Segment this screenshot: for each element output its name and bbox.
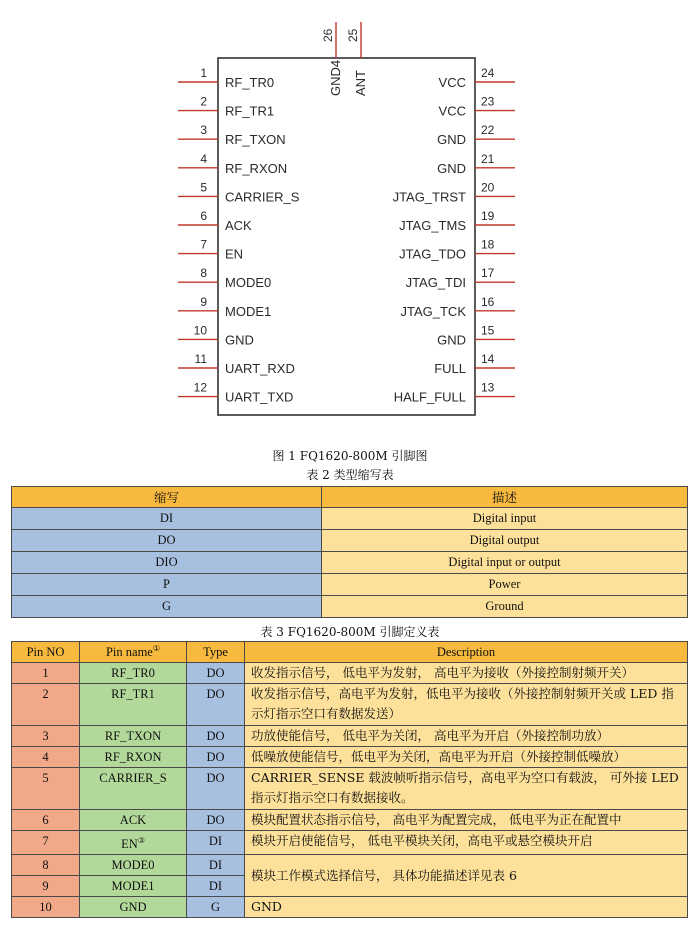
table2-title: 表 2 类型缩写表: [306, 468, 394, 482]
pin-number: 23: [481, 94, 495, 109]
right-pin: [437, 123, 515, 147]
pin-type-cell: DO: [187, 747, 245, 768]
pin-name-text: GND: [119, 900, 147, 915]
table-row: [12, 552, 688, 574]
table-row: [12, 747, 688, 768]
pin-number: 8: [200, 266, 207, 281]
left-pin: [178, 352, 295, 376]
pin-type-cell: DO: [187, 684, 245, 726]
pin-number: 5: [200, 180, 207, 195]
pin-name-cell: [80, 747, 187, 768]
right-pin: [437, 152, 515, 176]
left-pin: [178, 323, 254, 347]
table-row: [12, 855, 688, 876]
pin-number: 13: [481, 380, 495, 395]
pin-name-text: RF_TXON: [104, 729, 162, 743]
pin-label: FULL: [434, 361, 466, 376]
left-pin: [178, 180, 300, 204]
pin-description-cell: CARRIER_SENSE 载波帧听指示信号，高电平为空口有载波， 可外接 LED 指示灯指示空口有数据接收。: [245, 768, 688, 810]
pin-label: GND: [225, 332, 254, 348]
right-pin: [439, 95, 515, 119]
pin-label: GND: [437, 132, 466, 148]
pin-label: ANT: [353, 70, 368, 96]
left-pin: [178, 266, 271, 290]
pin-number: 2: [200, 94, 207, 109]
pin-name-cell: [80, 876, 187, 897]
pin-number: 15: [481, 323, 495, 338]
table-row: [12, 574, 688, 596]
table3-header-pin-name: [80, 642, 187, 663]
pin-label: GND4: [328, 59, 343, 96]
pin-no-cell: 7: [12, 831, 80, 855]
pin-name-header-text: Pin name: [105, 645, 153, 660]
pin-label: RF_TXON: [225, 132, 286, 148]
pin-number: 19: [481, 209, 495, 223]
top-pin: [346, 22, 368, 96]
pin-no-cell: 10: [12, 897, 80, 918]
pin-label: EN: [225, 246, 244, 262]
table-row: [12, 768, 688, 810]
abbr-cell: DIO: [12, 552, 322, 574]
desc-cell: Digital input: [322, 508, 688, 530]
pin-number: 24: [481, 66, 495, 80]
pin-number: 12: [193, 380, 207, 395]
pin-description-cell: 功放使能信号， 低电平为关闭， 高电平为开启（外接控制功放）: [245, 726, 688, 747]
left-pin: [178, 295, 271, 319]
pin-label: GND: [437, 332, 466, 348]
pin-name-cell: [80, 897, 187, 918]
table2-header-abbr: 缩写: [12, 487, 322, 508]
table-row: [12, 663, 688, 684]
pin-number: 4: [200, 151, 207, 166]
pin-label: VCC: [438, 103, 466, 119]
pin-label: JTAG_TCK: [400, 303, 466, 319]
pin-name-text: MODE0: [111, 858, 155, 873]
table-row: [12, 530, 688, 552]
pin-name-text: RF_RXON: [104, 750, 162, 764]
table3-header-pin-no: Pin NO: [12, 642, 80, 663]
pin-name-cell: [80, 831, 187, 855]
pin-name-text: RF_TR1: [111, 687, 155, 701]
pin-number: 10: [193, 323, 207, 338]
table3-header-description: Description: [245, 642, 688, 663]
pin-no-cell: 6: [12, 810, 80, 831]
pin-label: MODE1: [225, 303, 272, 319]
figure-caption: 图 1 FQ1620-800M 引脚图: [272, 449, 428, 463]
pin-name-footnote-mark: ③: [137, 836, 145, 845]
pin-type-cell: DO: [187, 768, 245, 810]
table-row: [12, 684, 688, 726]
table2-header-desc: 描述: [322, 487, 688, 508]
pin-type-cell: DI: [187, 831, 245, 855]
pin-number: 3: [200, 123, 207, 138]
table-row: [12, 831, 688, 855]
top-pin: [321, 22, 343, 96]
table-row: [12, 726, 688, 747]
pin-definition-table: [11, 641, 688, 918]
pin-label: VCC: [438, 75, 466, 90]
left-pin: [178, 209, 252, 233]
table-row: [12, 897, 688, 918]
pin-description-cell: 低噪放使能信号，低电平为关闭，高电平为开启（外接控制低噪放）: [245, 747, 688, 768]
pin-label: JTAG_TDO: [399, 246, 466, 262]
pin-number: 25: [346, 28, 360, 42]
pin-number: 26: [321, 28, 335, 42]
right-pin: [399, 209, 515, 233]
pin-description-cell: 模块开启使能信号， 低电平模块关闭，高电平或悬空模块开启: [245, 831, 688, 855]
pin-number: 18: [481, 237, 495, 252]
pin-number: 7: [200, 237, 207, 252]
abbr-cell: P: [12, 574, 322, 596]
right-pin: [401, 295, 516, 319]
pin-number: 6: [200, 209, 207, 223]
pin-label: JTAG_TDI: [405, 275, 466, 291]
right-pin: [393, 180, 515, 204]
pin-number: 17: [481, 266, 495, 281]
desc-cell: Digital input or output: [322, 552, 688, 574]
desc-cell: Ground: [322, 596, 688, 618]
pin-label: UART_TXD: [225, 389, 294, 405]
pin-type-cell: DI: [187, 855, 245, 876]
pin-name-footnote-mark: ①: [152, 643, 161, 653]
pin-label: RF_TR0: [225, 75, 275, 90]
pin-no-cell: 8: [12, 855, 80, 876]
left-pin: [178, 95, 274, 119]
pin-name-text: RF_TR0: [111, 666, 155, 680]
pin-no-cell: 3: [12, 726, 80, 747]
desc-cell: Power: [322, 574, 688, 596]
pin-number: 21: [481, 151, 495, 166]
pin-description-cell: 模块配置状态指示信号， 高电平为配置完成， 低电平为正在配置中: [245, 810, 688, 831]
pin-number: 9: [200, 294, 207, 309]
pin-description-cell: 收发指示信号， 低电平为发射， 高电平为接收（外接控制射频开关）: [245, 663, 688, 684]
pin-number: 20: [481, 180, 495, 195]
pin-label: GND: [437, 160, 466, 176]
right-pin: [406, 266, 515, 290]
pin-label: MODE0: [225, 275, 272, 291]
table-row: [12, 508, 688, 530]
pin-type-cell: G: [187, 897, 245, 918]
pin-type-cell: DO: [187, 726, 245, 747]
pin-no-cell: 4: [12, 747, 80, 768]
left-pin: [178, 238, 243, 262]
pin-number: 11: [194, 352, 207, 366]
pin-label: HALF_FULL: [393, 389, 466, 405]
pin-number: 16: [481, 294, 495, 309]
right-pin: [439, 66, 515, 90]
left-pin: [178, 66, 274, 90]
pin-name-cell: [80, 855, 187, 876]
table-row: [12, 810, 688, 831]
pin-type-cell: DO: [187, 663, 245, 684]
pin-description-cell: 收发指示信号，高电平为发射，低电平为接收（外接控制射频开关或 LED 指示灯指示空口有数据发送）: [245, 684, 688, 726]
pin-name-text: ACK: [119, 813, 147, 827]
type-abbreviation-table: [11, 486, 688, 618]
table2-header-row: [12, 487, 688, 508]
right-pin: [394, 381, 515, 405]
pin-label: JTAG_TRST: [392, 189, 466, 205]
pin-number: 1: [200, 66, 207, 80]
abbr-cell: DO: [12, 530, 322, 552]
pin-label: JTAG_TMS: [399, 218, 466, 233]
pin-label: RF_RXON: [225, 160, 288, 176]
pin-name-cell: [80, 726, 187, 747]
table3-header-type: Type: [187, 642, 245, 663]
pin-label: CARRIER_S: [225, 189, 300, 205]
pin-name-text: CARRIER_S: [99, 771, 167, 785]
left-pin: [178, 123, 286, 147]
pin-label: UART_RXD: [225, 361, 295, 376]
pin-no-cell: 1: [12, 663, 80, 684]
pin-name-cell: [80, 810, 187, 831]
table3-header-row: [12, 642, 688, 663]
pin-number: 14: [481, 352, 495, 366]
pin-label: ACK: [225, 218, 252, 233]
right-pin: [399, 238, 515, 262]
left-pin: [178, 152, 287, 176]
abbr-cell: G: [12, 596, 322, 618]
table3-title: 表 3 FQ1620-800M 引脚定义表: [260, 625, 440, 639]
pin-description-cell: 模块工作模式选择信号， 具体功能描述详见表 6: [245, 855, 688, 897]
pin-no-cell: 2: [12, 684, 80, 726]
pin-diagram: [0, 0, 700, 440]
pin-name-cell: [80, 663, 187, 684]
pin-number: 22: [481, 123, 495, 138]
pin-label: RF_TR1: [225, 103, 275, 119]
table-row: [12, 596, 688, 618]
pin-type-cell: DI: [187, 876, 245, 897]
pin-type-cell: DO: [187, 810, 245, 831]
pin-no-cell: 9: [12, 876, 80, 897]
right-pin: [437, 323, 515, 347]
abbr-cell: DI: [12, 508, 322, 530]
pin-description-cell: GND: [245, 897, 688, 918]
pin-name-text: MODE1: [111, 879, 155, 894]
pin-name-text: EN: [121, 837, 138, 852]
desc-cell: Digital output: [322, 530, 688, 552]
pin-name-cell: [80, 684, 187, 726]
left-pin: [178, 381, 293, 405]
pin-name-cell: [80, 768, 187, 810]
pin-no-cell: 5: [12, 768, 80, 810]
